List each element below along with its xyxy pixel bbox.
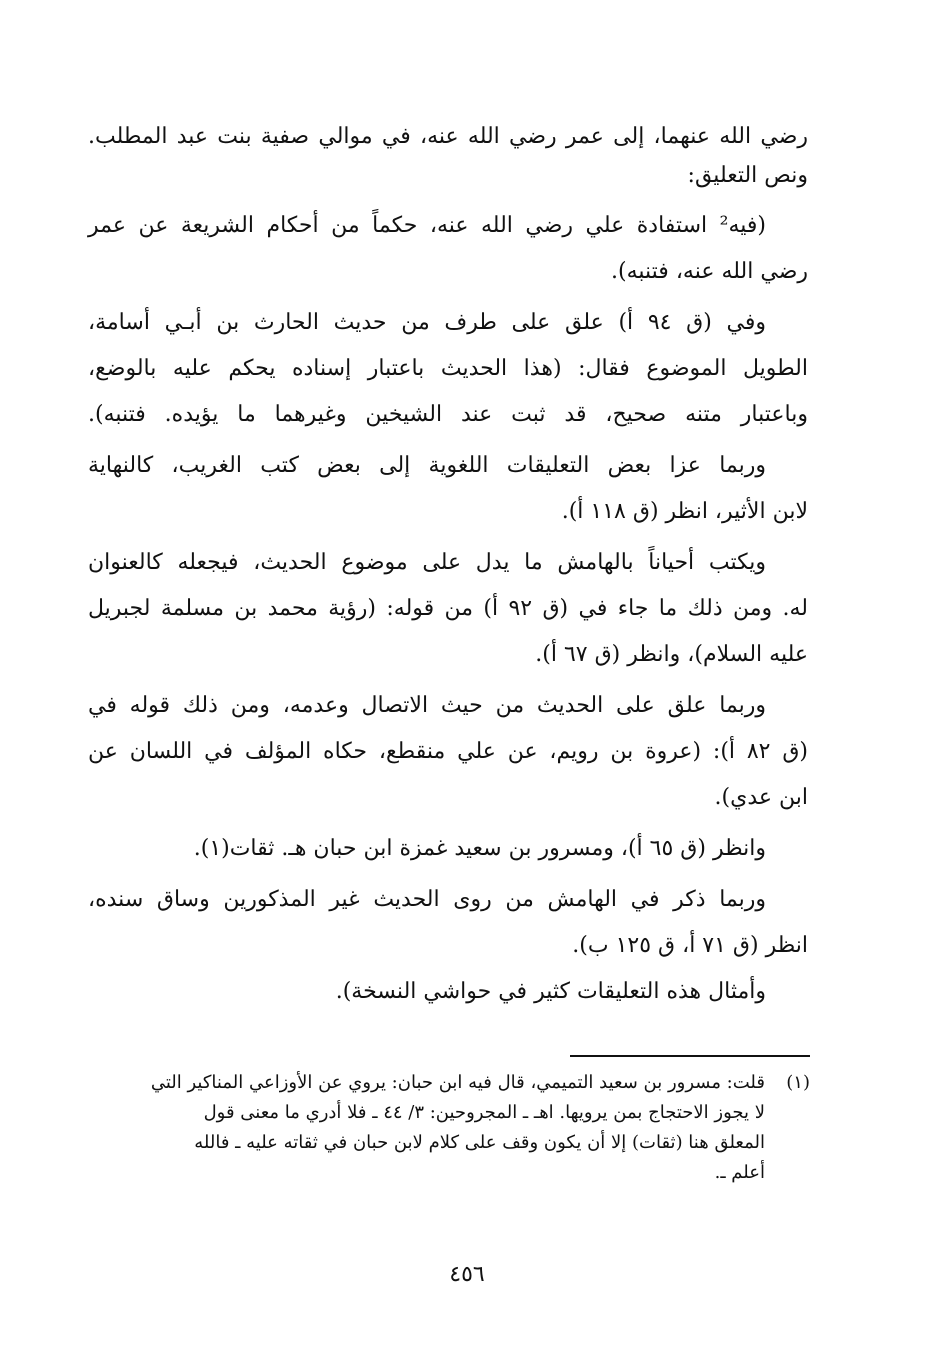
body-line: وانظر (ق ٦٥ أ)، ومسرور بن سعيد غمزة ابن حبان هـ. ثقات(١). bbox=[193, 836, 766, 861]
body-line: (ق ٨٢ أ): (عروة بن رويم، عن علي منقطع، حكاه المؤلف في اللسان عن bbox=[88, 739, 808, 764]
footnote-separator bbox=[570, 1055, 810, 1057]
body-line: ابن عدي). bbox=[714, 785, 808, 810]
body-line: وربما عزا بعض التعليقات اللغوية إلى بعض كتب الغريب، كالنهاية bbox=[88, 453, 766, 478]
body-line: وربما علق على الحديث من حيث الاتصال وعدمه، ومن ذلك قوله في bbox=[88, 693, 766, 718]
body-line: عليه السلام)، وانظر (ق ٦٧ أ). bbox=[535, 642, 808, 667]
footnote-line: لا يجوز الاحتجاج بمن يرويها. اهـ ـ المجروحين: ٣/ ٤٤ ـ فلا أدري ما معنى قول bbox=[203, 1102, 765, 1123]
page-number: ٤٥٦ bbox=[449, 1262, 485, 1287]
body-line: رضي الله عنهما، إلى عمر رضي الله عنه، في موالي صفية بنت عبد المطلب. bbox=[88, 124, 808, 149]
body-line: وربما ذكر في الهامش من روى الحديث غير المذكورين وساق سنده، bbox=[88, 887, 766, 912]
footnote-line: المعلق هنا (ثقات) إلا أن يكون وقف على كلام لابن حبان في ثقاته عليه ـ فالله bbox=[194, 1132, 765, 1153]
footnote-text: قلت: مسرور بن سعيد التميمي، قال فيه ابن حبان: يروي عن الأوزاعي المناكير التي bbox=[150, 1072, 765, 1093]
body-line: انظر (ق ٧١ أ، ق ١٢٥ ب). bbox=[572, 933, 808, 958]
body-line: رضي الله عنه، فتنبه). bbox=[611, 259, 808, 284]
body-line: وباعتبار متنه صحيح، قد ثبت عند الشيخين وغيرهما ما يؤيده. فتنبه). bbox=[88, 402, 808, 427]
footnote-line: أعلم ـ. bbox=[714, 1162, 765, 1183]
body-line: وأمثال هذه التعليقات كثير في حواشي النسخة). bbox=[335, 979, 766, 1004]
body-text bbox=[88, 125, 808, 1004]
body-line: الطويل الموضوع فقال: (هذا الحديث باعتبار إسناده يحكم عليه بالوضع، bbox=[88, 356, 808, 381]
body-line: لابن الأثير، انظر (ق ١١٨ أ). bbox=[561, 499, 808, 524]
footnote-marker: (١) bbox=[786, 1072, 810, 1093]
body-line: ونص التعليق: bbox=[687, 163, 808, 188]
body-line: وفي (ق ٩٤ أ) علق على طرف من حديث الحارث بن أبـي أسامة، bbox=[88, 310, 766, 335]
body-line: له. ومن ذلك ما جاء في (ق ٩٢ أ) من قوله: (رؤية محمد بن مسلمة لجبريل bbox=[88, 596, 809, 621]
body-line: ويكتب أحياناً بالهامش ما يدل على موضوع الحديث، فيجعله كالعنوان bbox=[88, 550, 766, 575]
footnote-line bbox=[85, 1072, 810, 1094]
body-line: (فيه² استفادة علي رضي الله عنه، حكماً من أحكام الشريعة عن عمر bbox=[88, 213, 766, 238]
footnote bbox=[85, 1072, 810, 1184]
